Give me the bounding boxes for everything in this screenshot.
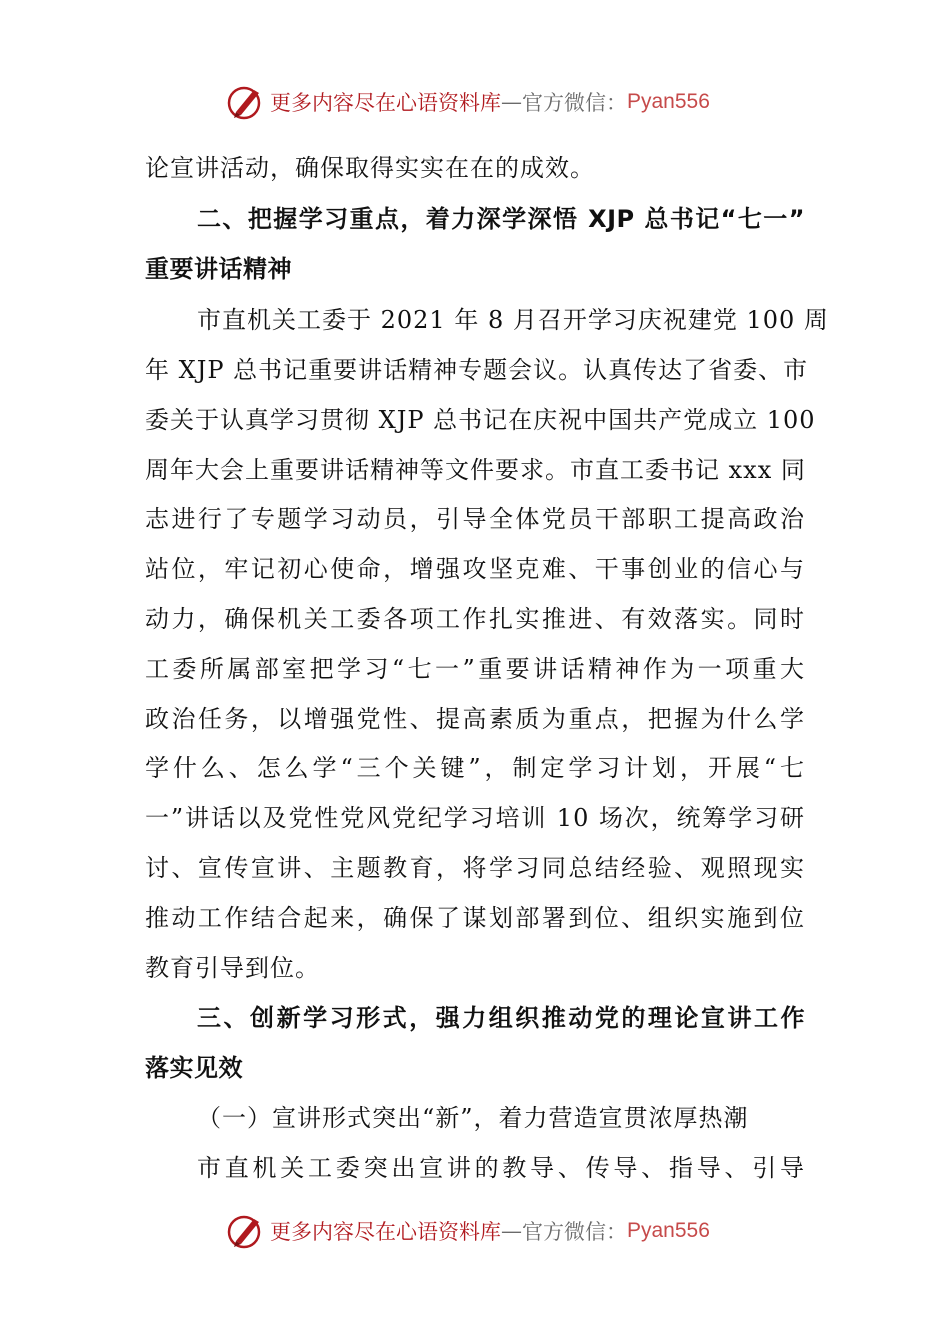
text-line: 市直机关工委突出宣讲的教导、传导、指导、引导 (197, 1154, 805, 1182)
section-heading-2-cont: 重要讲话精神 (145, 255, 292, 283)
text-line: 教育引导到位。 (145, 954, 320, 982)
text-line: 工委所属部室把学习“七一”重要讲话精神作为一项重大 (145, 655, 805, 683)
pen-logo-icon (226, 1211, 266, 1251)
banner-dash: — (501, 1219, 522, 1243)
text-line: 志进行了专题学习动员，引导全体党员干部职工提高政治 (145, 505, 805, 533)
text-line: 周年大会上重要讲话精神等文件要求。市直工委书记 xxx 同 (145, 456, 806, 484)
text-line: 委关于认真学习贯彻 XJP 总书记在庆祝中国共产党成立 100 (145, 406, 816, 434)
text-line: 一”讲话以及党性党风党纪学习培训 10 场次，统筹学习研 (145, 804, 805, 832)
section-heading-3-cont: 落实见效 (145, 1054, 243, 1082)
text-line: 讨、宣传宣讲、主题教育，将学习同总结经验、观照现实 (145, 854, 805, 882)
text-line: 站位，牢记初心使命，增强攻坚克难、干事创业的信心与 (145, 555, 805, 583)
section-heading-3: 三、创新学习形式，强力组织推动党的理论宣讲工作 (197, 1004, 805, 1032)
text-line: 动力，确保机关工委各项工作扎实推进、有效落实。同时 (145, 605, 805, 633)
text-line: 年 XJP 总书记重要讲话精神专题会议。认真传达了省委、市 (145, 356, 809, 384)
header-banner (226, 80, 746, 124)
banner-wechat-id: Pyan556 (627, 1219, 710, 1242)
banner-dash: — (501, 90, 522, 114)
section-heading-2: 二、把握学习重点，着力深学深悟 XJP 总书记“七一” (197, 205, 805, 233)
text-line: 推动工作结合起来，确保了谋划部署到位、组织实施到位 (145, 904, 805, 932)
subsection-heading-1: （一）宣讲形式突出“新”，着力营造宣贯浓厚热潮 (197, 1104, 749, 1132)
banner-official-label: 官方微信： (522, 1220, 627, 1244)
banner-official-label: 官方微信： (522, 91, 627, 115)
banner-wechat-id: Pyan556 (627, 90, 710, 113)
text-line: 学什么、怎么学“三个关键”，制定学习计划，开展“七 (145, 754, 805, 782)
footer-banner (226, 1209, 746, 1253)
banner-site-text: 更多内容尽在心语资料库 (270, 91, 501, 115)
text-line: 论宣讲活动，确保取得实实在在的成效。 (145, 154, 595, 182)
pen-logo-icon (226, 82, 266, 122)
text-line: 市直机关工委于 2021 年 8 月召开学习庆祝建党 100 周 (197, 306, 829, 334)
text-line: 政治任务，以增强党性、提高素质为重点，把握为什么学 (145, 705, 805, 733)
banner-site-text: 更多内容尽在心语资料库 (270, 1220, 501, 1244)
